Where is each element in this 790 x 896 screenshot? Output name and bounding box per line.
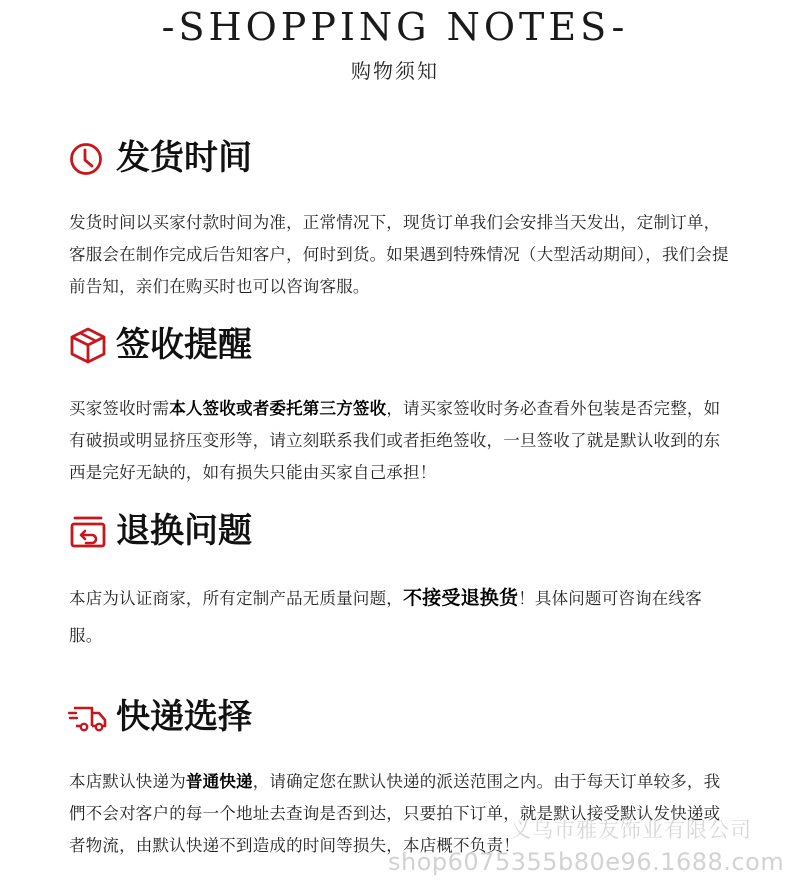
return-box-icon [68, 512, 108, 550]
clock-icon [68, 139, 108, 177]
shop-url-watermark: shop6075355b80e96.1688.com [388, 848, 785, 876]
courier-text-pre: 本店默认快递为 [69, 772, 186, 791]
company-watermark: 义乌市雅友饰业有限公司 [510, 818, 752, 842]
section-body-returns [69, 580, 729, 654]
returns-text-post: ！具体问题可咨询在线客服。 [69, 589, 702, 645]
delivery-truck-icon [68, 698, 108, 736]
courier-text-bold: 普通快递 [185, 772, 253, 791]
returns-text-pre: 本店为认证商家，所有定制产品无质量问题， [69, 589, 403, 608]
section-title: 发货时间 [116, 138, 252, 178]
receipt-text-pre: 买家签收时需 [69, 399, 170, 418]
section-title: 退换问题 [116, 511, 252, 551]
shipping-time-text: 发货时间以买家付款时间为准，正常情况下，现货订单我们会安排当天发出，定制订单，客服会在制作完成后告知客户，何时到货。如果遇到特殊情况（大型活动期间），我们会提前告知，亲们在购买时也可以咨询客服。 [69, 213, 729, 296]
returns-text-bold: 不接受退换货 [403, 587, 519, 609]
section-title: 快递选择 [116, 697, 252, 737]
receipt-text-bold: 本人签收或者委托第三方签收 [169, 399, 387, 418]
section-title: 签收提醒 [116, 325, 252, 365]
section-body-shipping-time [69, 207, 729, 303]
courier-text-post: ，请确定您在默认快递的派送范围之内。由于每天订单较多，我們不会对客户的每一个地址去查询是否到达，只要拍下订单，就是默认接受默认发快递或者物流，由默认快递不到造成的时间等损失，本店概不负责！ [69, 772, 721, 855]
chinese-subtitle: 购物须知 [351, 59, 439, 83]
english-title: -SHOPPING NOTES- [161, 5, 629, 49]
section-body-receipt-reminder [69, 393, 729, 489]
package-box-icon [68, 326, 108, 364]
receipt-text-post: ，请买家签收时务必查看外包装是否完整，如有破损或明显挤压变形等，请立刻联系我们或者拒绝签收，一旦签收了就是默认收到的东西是完好无缺的，如有损失只能由买家自己承担！ [69, 399, 721, 482]
